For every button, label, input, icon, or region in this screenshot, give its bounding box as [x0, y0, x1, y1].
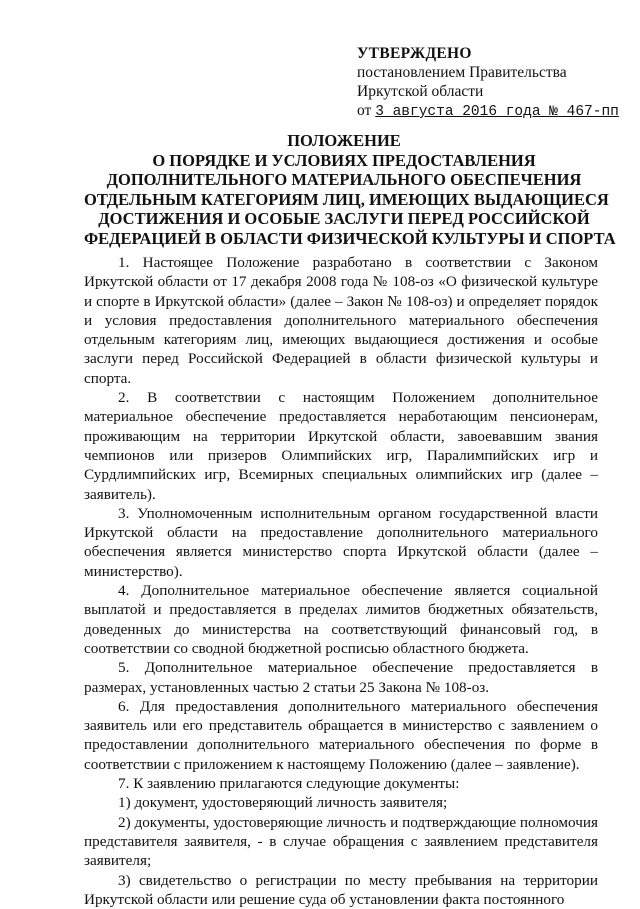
document-title — [84, 131, 604, 248]
paragraph-1: 1. Настоящее Положение разработано в соответствии с Законом Иркутской области от 17 декабря 2008 года № 108-оз «О физической культуре и спорте в Иркутской области» (далее – Закон № 108-оз) и определяет порядок и условия предоставления дополнительного материального обеспечения отдельным категориям лиц, имеющих выдающиеся достижения и особые заслуги перед Российской Федерацией в области физической культуры и спорта. — [84, 253, 598, 388]
paragraph-4: 4. Дополнительное материальное обеспечение является социальной выплатой и предоставляется в пределах лимитов бюджетных обязательств, доведенных до министерства на соответствующий финансовый год, в соответствии со сводной бюджетной росписью областного бюджета. — [84, 581, 598, 658]
paragraph-7: 7. К заявлению прилагаются следующие документы: — [84, 774, 598, 793]
list-item-3: 3) свидетельство о регистрации по месту пребывания на территории Иркутской области или решение суда об установлении факта постоянного — [84, 871, 598, 909]
title-line: ДОПОЛНИТЕЛЬНОГО МАТЕРИАЛЬНОГО ОБЕСПЕЧЕНИЯ — [84, 170, 604, 190]
list-item-2: 2) документы, удостоверяющие личность и подтверждающие полномочия представителя заявителя, - в случае обращения с заявлением представителя заявителя; — [84, 813, 598, 871]
approval-from-prefix: от — [357, 102, 371, 119]
paragraph-6: 6. Для предоставления дополнительного материального обеспечения заявитель или его представитель обращается в министерство с заявлением о предоставлении дополнительного материального обеспечения по форме в соответствии с приложением к настоящему Положению (далее – заявление). — [84, 697, 598, 774]
paragraph-5: 5. Дополнительное материальное обеспечение предоставляется в размерах, установленных частью 2 статьи 25 Закона № 108-оз. — [84, 658, 598, 697]
approval-date-line — [357, 101, 619, 122]
approval-date-number: 3 августа 2016 года № 467-пп — [375, 104, 619, 120]
title-line: ОТДЕЛЬНЫМ КАТЕГОРИЯМ ЛИЦ, ИМЕЮЩИХ ВЫДАЮЩИЕСЯ — [84, 190, 604, 210]
approval-line-2: Иркутской области — [357, 82, 619, 101]
document-body — [84, 253, 598, 909]
title-line: ФЕДЕРАЦИЕЙ В ОБЛАСТИ ФИЗИЧЕСКОЙ КУЛЬТУРЫ И СПОРТА — [84, 229, 604, 249]
approval-heading: УТВЕРЖДЕНО — [357, 44, 619, 63]
title-line: ДОСТИЖЕНИЯ И ОСОБЫЕ ЗАСЛУГИ ПЕРЕД РОССИЙСКОЙ — [84, 209, 604, 229]
title-line: О ПОРЯДКЕ И УСЛОВИЯХ ПРЕДОСТАВЛЕНИЯ — [84, 151, 604, 171]
approval-stamp — [357, 44, 619, 122]
list-item-1: 1) документ, удостоверяющий личность заявителя; — [84, 793, 598, 812]
paragraph-3: 3. Уполномоченным исполнительным органом государственной власти Иркутской области на предоставление дополнительного материального обеспечения является министерство спорта Иркутской области (далее – министерство). — [84, 504, 598, 581]
paragraph-2: 2. В соответствии с настоящим Положением дополнительное материальное обеспечение предоставляется неработающим пенсионерам, проживающим на территории Иркутской области, завоевавшим звания чемпионов или призеров Олимпийских игр, Паралимпийских игр и Сурдлимпийских игр, Всемирных специальных олимпийских игр (далее – заявитель). — [84, 388, 598, 504]
title-line: ПОЛОЖЕНИЕ — [84, 131, 604, 151]
approval-line-1: постановлением Правительства — [357, 63, 619, 82]
